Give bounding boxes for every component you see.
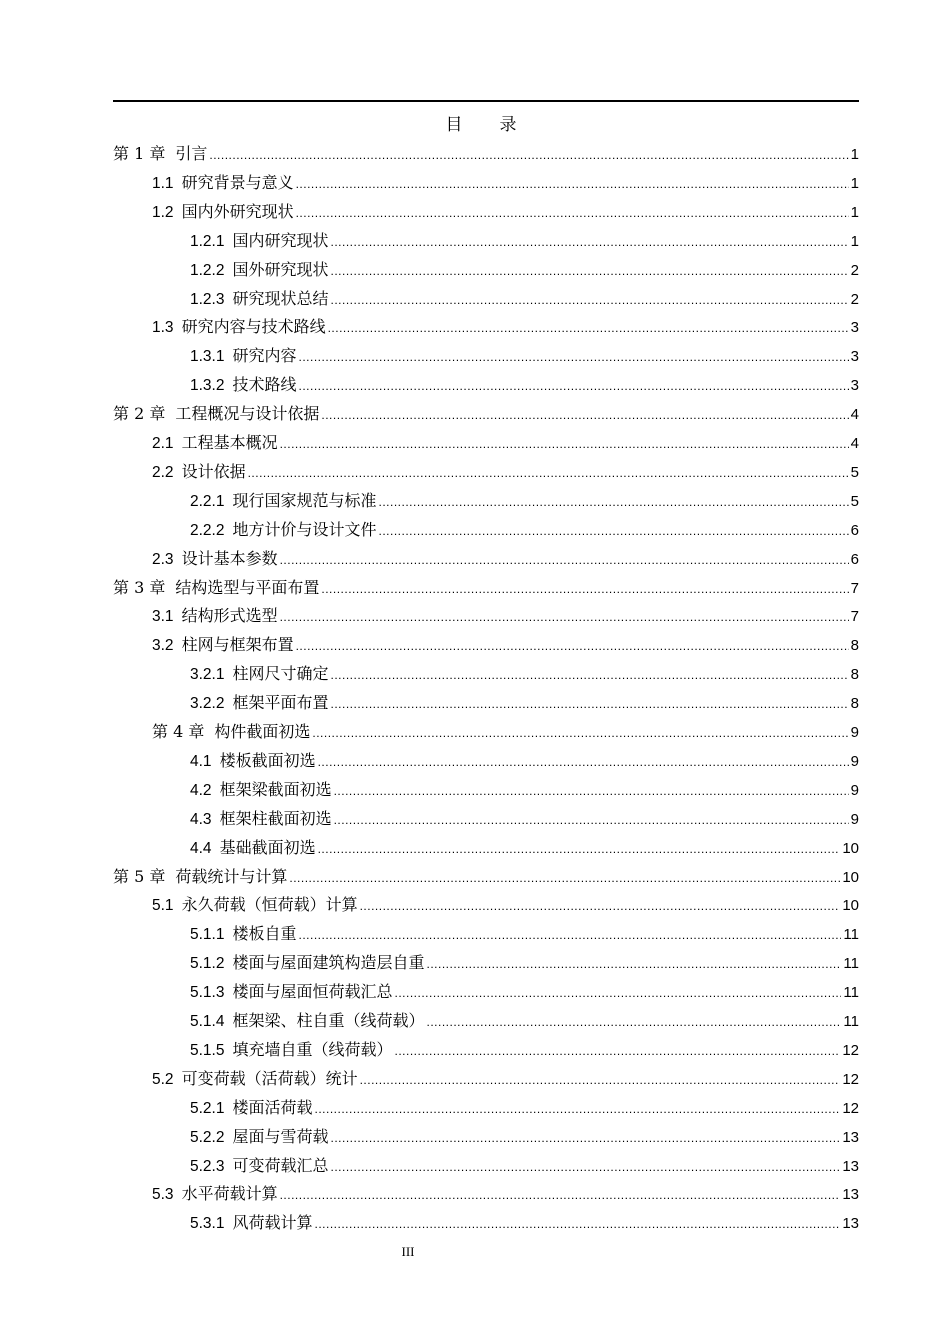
- toc-leader-dots: [280, 1181, 841, 1210]
- toc-entry-number: 3.2.1: [190, 666, 225, 684]
- toc-entry-label: 框架梁、柱自重（线荷载）: [232, 1011, 425, 1030]
- toc-entry-label: 楼面与屋面建筑构造层自重: [232, 953, 425, 973]
- toc-leader-dots: [331, 286, 849, 315]
- toc-leader-dots: [318, 835, 841, 864]
- toc-entry-number: 3.2.2: [190, 695, 225, 713]
- toc-entry-page: 13: [842, 1215, 859, 1233]
- toc-entry-label: 楼面活荷载: [232, 1097, 313, 1117]
- toc-entry[interactable]: [152, 457, 859, 486]
- toc-entry-page: 5: [850, 463, 859, 481]
- toc-leader-dots: [331, 257, 849, 286]
- toc-entry-label: 风荷载计算: [232, 1213, 313, 1233]
- toc-entry-page: 4: [850, 406, 859, 424]
- toc-title: 目 录: [445, 115, 527, 135]
- toc-entry-page: 2: [850, 261, 859, 279]
- toc-entry-label: 水平荷载计算: [181, 1184, 278, 1204]
- toc-entry-page: 8: [850, 695, 859, 713]
- toc-entry-page: 1: [850, 146, 859, 163]
- toc-entry-label: 结构选型与平面布置: [175, 577, 320, 597]
- toc-entry-page: 8: [850, 666, 859, 684]
- toc-leader-dots: [334, 806, 849, 835]
- page-number: III: [401, 1244, 415, 1259]
- toc-entry[interactable]: [190, 1006, 859, 1035]
- toc-entry-page: 13: [842, 1157, 859, 1175]
- toc-entry[interactable]: [190, 1151, 859, 1180]
- toc-entry-page: 3: [850, 348, 859, 366]
- toc-entry-page: 1: [850, 174, 859, 192]
- toc-entry[interactable]: [152, 428, 859, 457]
- toc-entry-label: 设计依据: [181, 461, 246, 481]
- toc-entry-label: 柱网与框架布置: [181, 635, 294, 655]
- toc-leader-dots: [331, 1153, 841, 1182]
- toc-entry[interactable]: [190, 746, 859, 775]
- toc-entry-page: 6: [850, 521, 859, 539]
- toc-leader-dots: [360, 1066, 841, 1095]
- toc-entry-page: 8: [850, 637, 859, 655]
- toc-entry-number: 2.3: [152, 550, 174, 568]
- toc-entry-number: 1.2.2: [190, 261, 225, 279]
- toc-entry-page: 13: [842, 1186, 859, 1204]
- toc-leader-dots: [315, 1210, 841, 1239]
- toc-entry[interactable]: [190, 1093, 859, 1122]
- toc-entry-page: 12: [842, 1099, 859, 1117]
- toc-leader-dots: [296, 170, 849, 199]
- toc-entry[interactable]: [152, 168, 859, 197]
- toc-leader-dots: [280, 603, 849, 632]
- toc-entry-label: 研究现状总结: [232, 288, 329, 308]
- toc-entry-label: 引言: [175, 144, 208, 163]
- toc-entry-number: 5.3: [152, 1186, 174, 1204]
- toc-entry-number: 4.4: [190, 839, 212, 857]
- toc-entry[interactable]: [190, 341, 859, 370]
- toc-entry-label: 可变荷载（活荷载）统计: [181, 1068, 358, 1088]
- toc-leader-dots: [379, 488, 849, 517]
- toc-entry[interactable]: [113, 862, 859, 891]
- toc-leader-dots: [427, 950, 842, 979]
- toc-entry-page: 9: [850, 810, 859, 828]
- toc-leader-dots: [331, 228, 849, 257]
- toc-entry[interactable]: [152, 312, 859, 341]
- toc-entry[interactable]: [190, 659, 859, 688]
- toc-entry-label: 国内外研究现状: [181, 201, 294, 221]
- toc-entry-number: 2.2: [152, 463, 174, 481]
- toc-entry-label: 框架平面布置: [232, 693, 329, 713]
- toc-leader-dots: [296, 199, 849, 228]
- toc-entry[interactable]: [190, 804, 859, 833]
- toc-leader-dots: [395, 1037, 841, 1066]
- toc-entry-label: 国外研究现状: [232, 259, 329, 279]
- toc-entry-label: 楼面与屋面恒荷载汇总: [232, 982, 393, 1002]
- toc-entry[interactable]: [190, 775, 859, 804]
- toc-entry-number: 5.2.2: [190, 1128, 225, 1146]
- toc-entry-page: 11: [843, 984, 859, 1002]
- toc-entry[interactable]: [152, 601, 859, 630]
- toc-entry[interactable]: [190, 515, 859, 544]
- toc-entry-page: 9: [850, 724, 859, 741]
- toc-entry-page: 10: [842, 897, 859, 915]
- toc-entry[interactable]: [152, 1064, 859, 1093]
- toc-entry[interactable]: [190, 948, 859, 977]
- toc-entry-label: 构件截面初选: [214, 722, 311, 741]
- toc-entry-label: 屋面与雪荷载: [232, 1126, 329, 1146]
- toc-leader-dots: [331, 690, 849, 719]
- toc-entry-page: 10: [842, 839, 859, 857]
- toc-entry[interactable]: [190, 486, 859, 515]
- toc-entry-number: 1.2: [152, 203, 174, 221]
- toc-entry[interactable]: [190, 370, 859, 399]
- toc-entry-page: 9: [850, 781, 859, 799]
- toc-entry-label: 研究内容与技术路线: [181, 317, 326, 337]
- toc-entry-number: 第 3 章: [113, 577, 166, 597]
- header-rule: [113, 100, 859, 102]
- toc-leader-dots: [427, 1008, 842, 1037]
- toc-entry-page: 3: [850, 377, 859, 395]
- toc-entry-page: 11: [843, 926, 859, 944]
- toc-leader-dots: [315, 1095, 841, 1124]
- toc-entry-number: 5.2.1: [190, 1099, 225, 1117]
- toc-entry-number: 5.1.1: [190, 926, 225, 944]
- toc-entry-label: 国内研究现状: [232, 230, 329, 250]
- toc-entry-page: 2: [850, 290, 859, 308]
- toc-entry-page: 12: [842, 1041, 859, 1059]
- toc-entry-number: 5.1: [152, 897, 174, 915]
- toc-entry-number: 1.1: [152, 174, 174, 192]
- toc-entry-label: 地方计价与设计文件: [232, 519, 377, 539]
- toc-leader-dots: [321, 401, 848, 430]
- toc-entry-page: 9: [850, 752, 859, 770]
- toc-leader-dots: [299, 372, 849, 401]
- toc-entry-label: 荷载统计与计算: [175, 866, 288, 886]
- toc-entry-page: 11: [843, 1013, 859, 1030]
- toc-entry[interactable]: [152, 197, 859, 226]
- toc-entry-label: 楼板截面初选: [219, 750, 316, 770]
- toc-leader-dots: [321, 575, 848, 604]
- toc-leader-dots: [379, 517, 849, 546]
- toc-entry-number: 2.2.1: [190, 492, 225, 510]
- toc-entry[interactable]: [152, 717, 859, 746]
- toc-entry-number: 5.2.3: [190, 1157, 225, 1175]
- toc-leader-dots: [328, 314, 849, 343]
- toc-entry-number: 5.1.4: [190, 1013, 225, 1030]
- toc-leader-dots: [248, 459, 849, 488]
- toc-entry-page: 3: [850, 319, 859, 337]
- toc-entry-number: 第 5 章: [113, 866, 166, 886]
- toc-entry-page: 4: [850, 435, 859, 452]
- toc-leader-dots: [312, 719, 848, 748]
- toc-entry-label: 可变荷载汇总: [232, 1155, 329, 1175]
- toc-entry-page: 12: [842, 1070, 859, 1088]
- toc-entry[interactable]: [152, 890, 859, 919]
- toc-entry[interactable]: [190, 919, 859, 948]
- toc-entry-label: 现行国家规范与标准: [232, 490, 377, 510]
- toc-entry-page: 6: [850, 550, 859, 568]
- toc-entry[interactable]: [113, 573, 859, 602]
- toc-entry[interactable]: [190, 688, 859, 717]
- toc-leader-dots: [299, 343, 849, 372]
- toc-entry-label: 框架柱截面初选: [219, 808, 332, 828]
- toc-leader-dots: [360, 892, 841, 921]
- toc-entry-number: 5.2: [152, 1070, 174, 1088]
- toc-entry[interactable]: [152, 630, 859, 659]
- toc-entry-label: 设计基本参数: [181, 548, 278, 568]
- toc-entry-label: 填充墙自重（线荷载）: [232, 1039, 393, 1059]
- toc-entry-number: 5.1.2: [190, 955, 225, 973]
- toc-entry-label: 研究背景与意义: [181, 172, 294, 192]
- toc-entry-number: 5.1.3: [190, 984, 225, 1002]
- toc-entry-label: 基础截面初选: [219, 837, 316, 857]
- toc-entry[interactable]: [190, 255, 859, 284]
- toc-entry[interactable]: [190, 284, 859, 313]
- toc-entry-page: 1: [850, 232, 859, 250]
- toc-entry[interactable]: [190, 226, 859, 255]
- toc-leader-dots: [318, 748, 849, 777]
- toc-entry[interactable]: [152, 1179, 859, 1208]
- toc-entry-label: 框架梁截面初选: [219, 779, 332, 799]
- toc-entry-label: 技术路线: [232, 375, 297, 395]
- toc-entry-number: 5.3.1: [190, 1215, 225, 1233]
- toc-entry-number: 1.3.2: [190, 377, 225, 395]
- toc-entry-number: 3.1: [152, 608, 174, 626]
- toc-entry-number: 4.3: [190, 810, 212, 828]
- toc-entry-page: 7: [850, 608, 859, 626]
- toc-entry-number: 1.2.3: [190, 290, 225, 308]
- toc-entry-number: 5.1.5: [190, 1041, 225, 1059]
- toc-entry[interactable]: [113, 399, 859, 428]
- toc-entry-label: 研究内容: [232, 346, 297, 366]
- toc-entry-page: 1: [850, 203, 859, 221]
- toc-entry[interactable]: [113, 139, 859, 168]
- toc-entry[interactable]: [190, 833, 859, 862]
- toc-entry-label: 工程概况与设计依据: [175, 404, 320, 424]
- toc-entry-number: 1.2.1: [190, 232, 225, 250]
- toc-entry[interactable]: [152, 544, 859, 573]
- toc-entry-number: 3.2: [152, 637, 174, 655]
- toc-leader-dots: [289, 864, 840, 893]
- toc-entry-number: 4.2: [190, 781, 212, 799]
- toc-leader-dots: [299, 921, 842, 950]
- toc-leader-dots: [296, 632, 849, 661]
- toc-entry-page: 5: [850, 492, 859, 510]
- toc-entry-number: 4.1: [190, 752, 212, 770]
- toc-entry-page: 7: [850, 579, 859, 597]
- toc-entry-label: 柱网尺寸确定: [232, 664, 329, 684]
- toc-entry[interactable]: [190, 1122, 859, 1151]
- toc-entry-number: 第 1 章: [113, 144, 166, 163]
- toc-entry-number: 2.2.2: [190, 521, 225, 539]
- toc-leader-dots: [395, 979, 842, 1008]
- toc-entry-label: 楼板自重: [232, 924, 297, 944]
- toc-leader-dots: [280, 546, 849, 575]
- toc-entry[interactable]: [190, 977, 859, 1006]
- toc-entry-number: 1.3.1: [190, 348, 225, 366]
- toc-entry-page: 13: [842, 1128, 859, 1146]
- toc-entry[interactable]: [190, 1208, 859, 1237]
- toc-leader-dots: [331, 661, 849, 690]
- toc-entry-label: 工程基本概况: [181, 433, 278, 452]
- toc-leader-dots: [209, 141, 848, 170]
- toc-leader-dots: [331, 1124, 841, 1153]
- toc-leader-dots: [280, 430, 849, 459]
- toc-entry-page: 10: [842, 868, 859, 886]
- toc-entry-number: 2.1: [152, 435, 174, 452]
- toc-entry-page: 11: [843, 955, 859, 973]
- toc-entry-number: 第 4 章: [152, 722, 205, 741]
- toc-leader-dots: [334, 777, 849, 806]
- toc-entry-number: 1.3: [152, 319, 174, 337]
- toc-entry-label: 结构形式选型: [181, 606, 278, 626]
- toc-entry-number: 第 2 章: [113, 404, 166, 424]
- toc-entry[interactable]: [190, 1035, 859, 1064]
- toc-entry-label: 永久荷载（恒荷载）计算: [181, 895, 358, 915]
